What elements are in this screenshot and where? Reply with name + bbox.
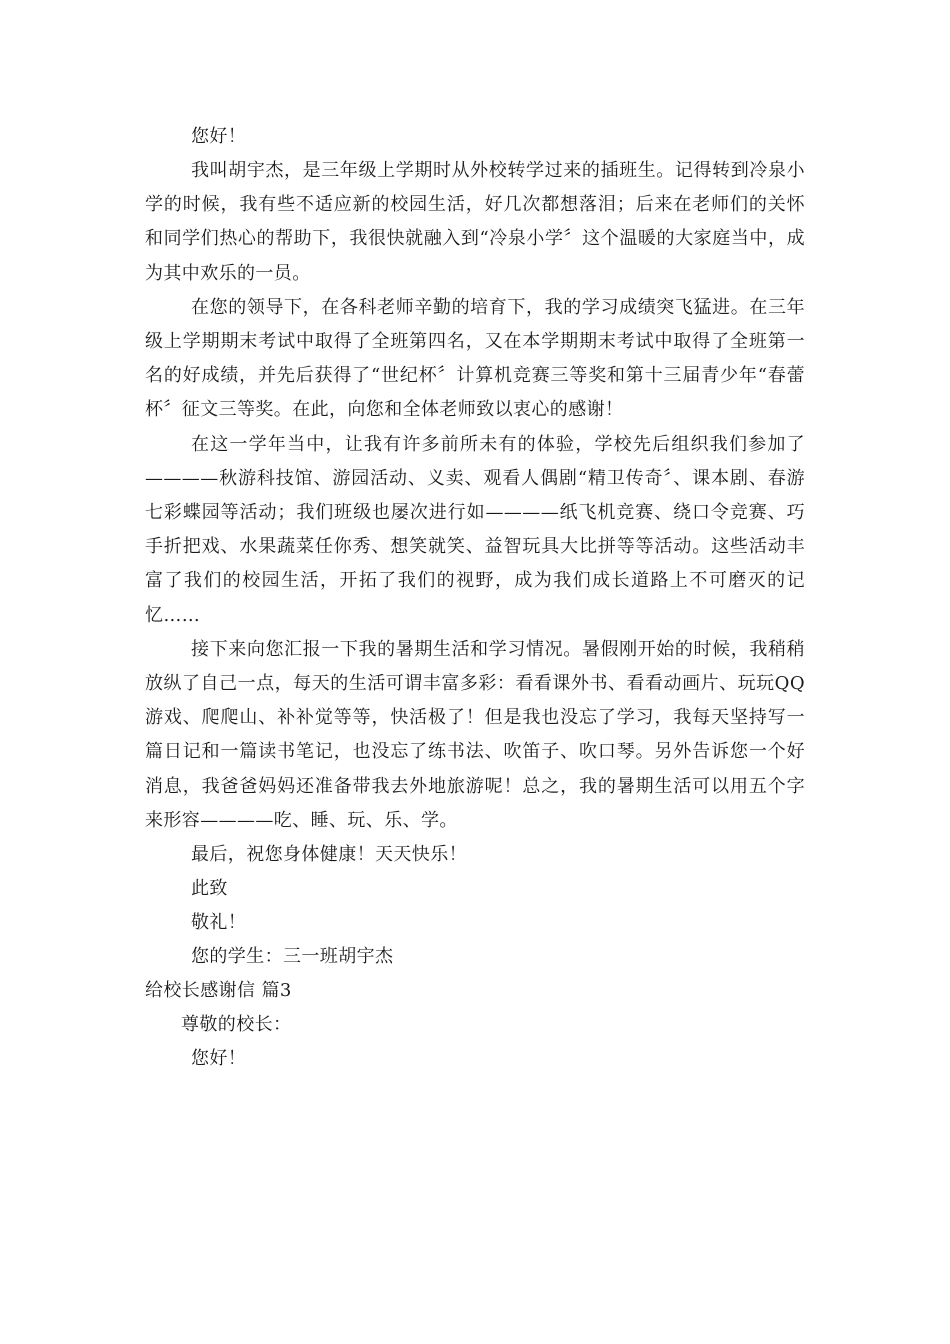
section-greeting: 您好！ [191, 1048, 247, 1070]
document-page [145, 120, 805, 1076]
letter-paragraph-intro: 我叫胡宇杰，是三年级上学期时从外校转学过来的插班生。记得转到冷泉小学的时候，我有些不适应新的校园生活，好几次都想落泪；后来在老师们的关怀和同学们热心的帮助下，我很快就融入到“冷泉小学〞这个温暖的大家庭当中，成为其中欢乐的一员。 [145, 160, 805, 284]
letter-salute-line-1: 此致 [191, 878, 228, 900]
letter-salute-line-2: 敬礼！ [191, 912, 247, 934]
letter-closing: 最后，祝您身体健康！天天快乐！ [191, 844, 467, 866]
section-heading: 给校长感谢信 篇3 [145, 980, 292, 1002]
section-addressee: 尊敬的校长： [181, 1014, 292, 1036]
letter-paragraph-activities: 在这一学年当中，让我有许多前所未有的体验，学校先后组织我们参加了————秋游科技馆、游园活动、义卖、观看人偶剧“精卫传奇〞、课本剧、春游七彩蝶园等活动；我们班级也屡次进行如————纸飞机竞赛、绕口令竞赛、巧手折把戏、水果蔬菜任你秀、想笑就笑、益智玩具大比拼等等活动。这些活动丰富了我们的校园生活，开拓了我们的视野，成为我们成长道路上不可磨灭的记忆…… [145, 433, 805, 626]
letter-signature: 您的学生：三一班胡宇杰 [191, 946, 394, 968]
letter-greeting: 您好！ [191, 126, 247, 147]
letter-paragraph-summer: 接下来向您汇报一下我的暑期生活和学习情况。暑假刚开始的时候，我稍稍放纵了自己一点，每天的生活可谓丰富多彩：看看课外书、看看动画片、玩玩QQ游戏、爬爬山、补补觉等等，快活极了！但是我也没忘了学习，我每天坚持写一篇日记和一篇读书笔记，也没忘了练书法、吹笛子、吹口琴。另外告诉您一个好消息，我爸爸妈妈还准备带我去外地旅游呢！总之，我的暑期生活可以用五个字来形容————吃、睡、玩、乐、学。 [145, 638, 805, 831]
letter-paragraph-achievements: 在您的领导下，在各科老师辛勤的培育下，我的学习成绩突飞猛进。在三年级上学期期末考试中取得了全班第四名，又在本学期期末考试中取得了全班第一名的好成绩，并先后获得了“世纪杯〞计算机竞赛三等奖和第十三届青少年“春蕾杯〞征文三等奖。在此，向您和全体老师致以衷心的感谢！ [145, 296, 805, 421]
